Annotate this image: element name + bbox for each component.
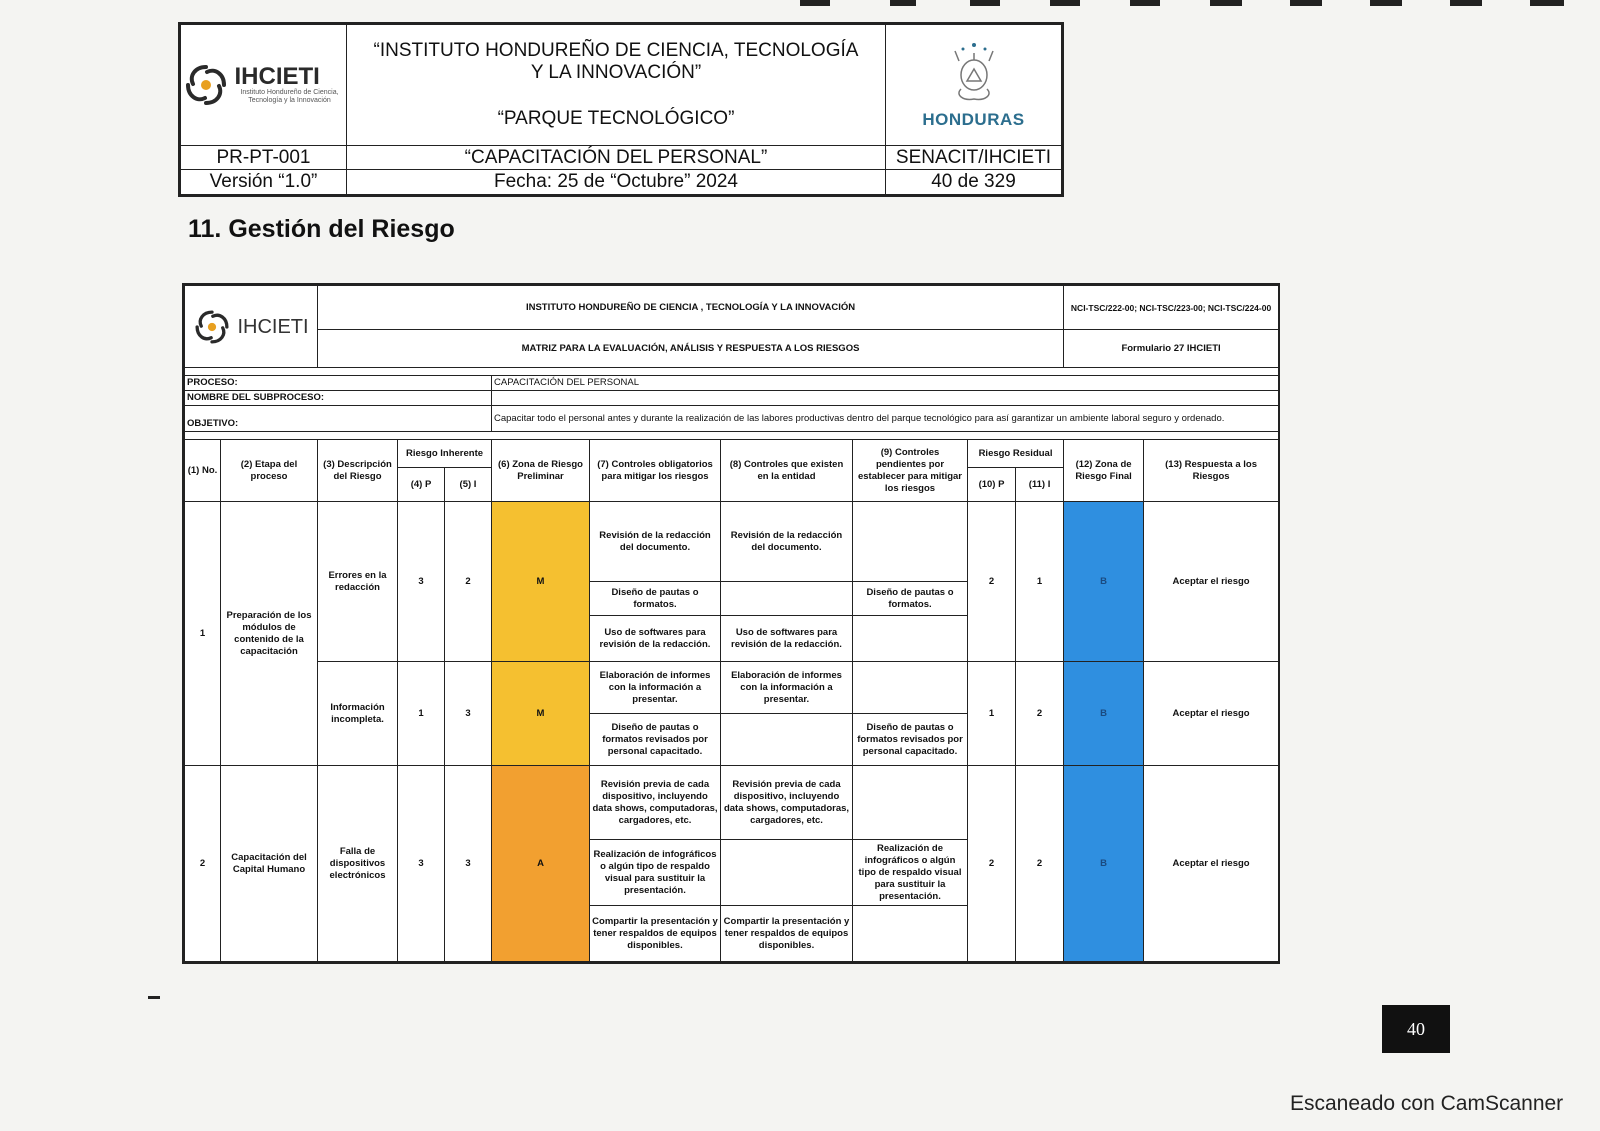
matrix-ihcieti-logo-icon (193, 308, 231, 346)
control-obligatorio: Diseño de pautas o formatos revisados por personal capacitado. (590, 714, 721, 766)
risk-matrix (182, 283, 1280, 964)
col-header-respuesta: (13) Respuesta a los Riesgos (1144, 440, 1279, 502)
risk-etapa: Preparación de los módulos de contenido de la capacitación (221, 502, 318, 766)
risk-descripcion: Información incompleta. (318, 662, 398, 766)
honduras-coat-of-arms-icon (949, 39, 999, 105)
zona-preliminar-badge: M (492, 502, 590, 662)
risk-etapa: Capacitación del Capital Humano (221, 766, 318, 962)
section-title: 11. Gestión del Riesgo (188, 215, 455, 243)
country-label: HONDURAS (922, 110, 1025, 130)
control-obligatorio: Uso de softwares para revisión de la redacción. (590, 616, 721, 662)
control-pendiente (853, 662, 968, 714)
table-row (185, 502, 1279, 582)
residual-p: 2 (968, 766, 1016, 962)
control-existente: Revisión previa de cada dispositivo, incluyendo data shows, computadoras, cargadores, etc. (721, 766, 853, 840)
control-existente: Uso de softwares para revisión de la redacción. (721, 616, 853, 662)
control-obligatorio: Elaboración de informes con la información a presentar. (590, 662, 721, 714)
page-number: 40 (1382, 1005, 1450, 1053)
zona-final-badge: B (1064, 766, 1144, 962)
subproceso-label: NOMBRE DEL SUBPROCESO: (185, 391, 492, 406)
control-pendiente (853, 766, 968, 840)
table-row (185, 766, 1279, 840)
control-existente (721, 582, 853, 616)
risk-i: 3 (445, 766, 492, 962)
page-count: 40 de 329 (886, 170, 1062, 195)
risk-response: Aceptar el riesgo (1144, 766, 1279, 962)
control-existente (721, 840, 853, 906)
control-existente: Compartir la presentación y tener respaldos de equipos disponibles. (721, 906, 853, 962)
col-header-p4: (4) P (398, 468, 445, 502)
risk-p: 3 (398, 502, 445, 662)
col-header-controles-pendientes: (9) Controles pendientes por establecer para mitigar los riesgos (853, 440, 968, 502)
control-pendiente (853, 906, 968, 962)
control-pendiente (853, 616, 968, 662)
matrix-logo-cell (185, 286, 318, 368)
matrix-form-id: Formulario 27 IHCIETI (1064, 330, 1279, 368)
risk-response: Aceptar el riesgo (1144, 502, 1279, 662)
header-logo-cell (181, 25, 347, 146)
risk-response: Aceptar el riesgo (1144, 662, 1279, 766)
header-logo-name: IHCIETI (234, 62, 320, 90)
residual-i: 1 (1016, 502, 1064, 662)
document-code: PR-PT-001 (181, 145, 347, 170)
control-pendiente: Diseño de pautas o formatos. (853, 582, 968, 616)
risk-i: 3 (445, 662, 492, 766)
risk-p: 3 (398, 766, 445, 962)
risk-no: 1 (185, 502, 221, 766)
control-obligatorio: Compartir la presentación y tener respaldos de equipos disponibles. (590, 906, 721, 962)
residual-i: 2 (1016, 766, 1064, 962)
document-version: Versión “1.0” (181, 170, 347, 195)
objetivo-label: OBJETIVO: (185, 406, 492, 432)
honduras-seal-cell (886, 25, 1062, 146)
margin-mark (148, 996, 160, 999)
ihcieti-logo-icon (183, 62, 229, 108)
col-header-no: (1) No. (185, 440, 221, 502)
control-existente: Elaboración de informes con la información a presentar. (721, 662, 853, 714)
header-title-cell (347, 25, 886, 146)
control-existente (721, 714, 853, 766)
proceso-label: PROCESO: (185, 376, 492, 391)
objetivo-value: Capacitar todo el personal antes y durante la realización de las labores productivas dentro del parque tecnológico para así garantizar un ambiente laboral seguro y ordenado. (492, 406, 1279, 432)
col-header-zona-final: (12) Zona de Riesgo Final (1064, 440, 1144, 502)
risk-p: 1 (398, 662, 445, 766)
zona-final-badge: B (1064, 662, 1144, 766)
risk-i: 2 (445, 502, 492, 662)
spacer-row (185, 368, 1279, 376)
institute-title: “INSTITUTO HONDUREÑO DE CIENCIA, TECNOLOGÍA Y LA INNOVACIÓN” (373, 39, 859, 83)
zona-preliminar-badge: M (492, 662, 590, 766)
header-logo-subtitle: Instituto Hondureño de Ciencia, Tecnología y la Innovación (240, 88, 339, 104)
residual-p: 1 (968, 662, 1016, 766)
control-obligatorio: Revisión de la redacción del documento. (590, 502, 721, 582)
control-obligatorio: Revisión previa de cada dispositivo, incluyendo data shows, computadoras, cargadores, etc. (590, 766, 721, 840)
control-existente: Revisión de la redacción del documento. (721, 502, 853, 582)
risk-descripcion: Errores en la redacción (318, 502, 398, 662)
col-header-i11: (11) I (1016, 468, 1064, 502)
col-header-i5: (5) I (445, 468, 492, 502)
control-pendiente: Realización de infográficos o algún tipo de respaldo visual para sustituir la presentación. (853, 840, 968, 906)
control-obligatorio: Realización de infográficos o algún tipo de respaldo visual para sustituir la presentación. (590, 840, 721, 906)
park-title: “PARQUE TECNOLÓGICO” (497, 107, 735, 129)
col-header-p10: (10) P (968, 468, 1016, 502)
risk-no: 2 (185, 766, 221, 962)
table-row (185, 662, 1279, 714)
control-pendiente: Diseño de pautas o formatos revisados por personal capacitado. (853, 714, 968, 766)
zona-preliminar-badge: A (492, 766, 590, 962)
zona-final-badge: B (1064, 502, 1144, 662)
control-pendiente (853, 502, 968, 582)
col-header-zona-preliminar: (6) Zona de Riesgo Preliminar (492, 440, 590, 502)
control-obligatorio: Diseño de pautas o formatos. (590, 582, 721, 616)
col-header-controles-existentes: (8) Controles que existen en la entidad (721, 440, 853, 502)
document-header (178, 22, 1064, 197)
residual-i: 2 (1016, 662, 1064, 766)
col-header-controles-obligatorios: (7) Controles obligatorios para mitigar los riesgos (590, 440, 721, 502)
col-header-riesgo-inherente: Riesgo Inherente (398, 440, 492, 468)
matrix-title: MATRIZ PARA LA EVALUACIÓN, ANÁLISIS Y RESPUESTA A LOS RIESGOS (318, 330, 1064, 368)
col-header-riesgo-residual: Riesgo Residual (968, 440, 1064, 468)
risk-descripcion: Falla de dispositivos electrónicos (318, 766, 398, 962)
proceso-value: CAPACITACIÓN DEL PERSONAL (492, 376, 1279, 391)
document-date: Fecha: 25 de “Octubre” 2024 (347, 170, 886, 195)
matrix-ref-codes: NCI-TSC/222-00; NCI-TSC/223-00; NCI-TSC/224-00 (1064, 286, 1279, 330)
col-header-etapa: (2) Etapa del proceso (221, 440, 318, 502)
matrix-logo-name: IHCIETI (237, 315, 309, 338)
scan-edge-marks (130, 0, 1530, 8)
scanner-watermark: Escaneado con CamScanner (1290, 1092, 1564, 1115)
subproceso-value (492, 391, 1279, 406)
issuing-entity: SENACIT/IHCIETI (886, 145, 1062, 170)
residual-p: 2 (968, 502, 1016, 662)
col-header-descripcion: (3) Descripción del Riesgo (318, 440, 398, 502)
spacer-row (185, 432, 1279, 440)
matrix-title-institute: INSTITUTO HONDUREÑO DE CIENCIA , TECNOLOGÍA Y LA INNOVACIÓN (318, 286, 1064, 330)
document-title: “CAPACITACIÓN DEL PERSONAL” (347, 145, 886, 170)
